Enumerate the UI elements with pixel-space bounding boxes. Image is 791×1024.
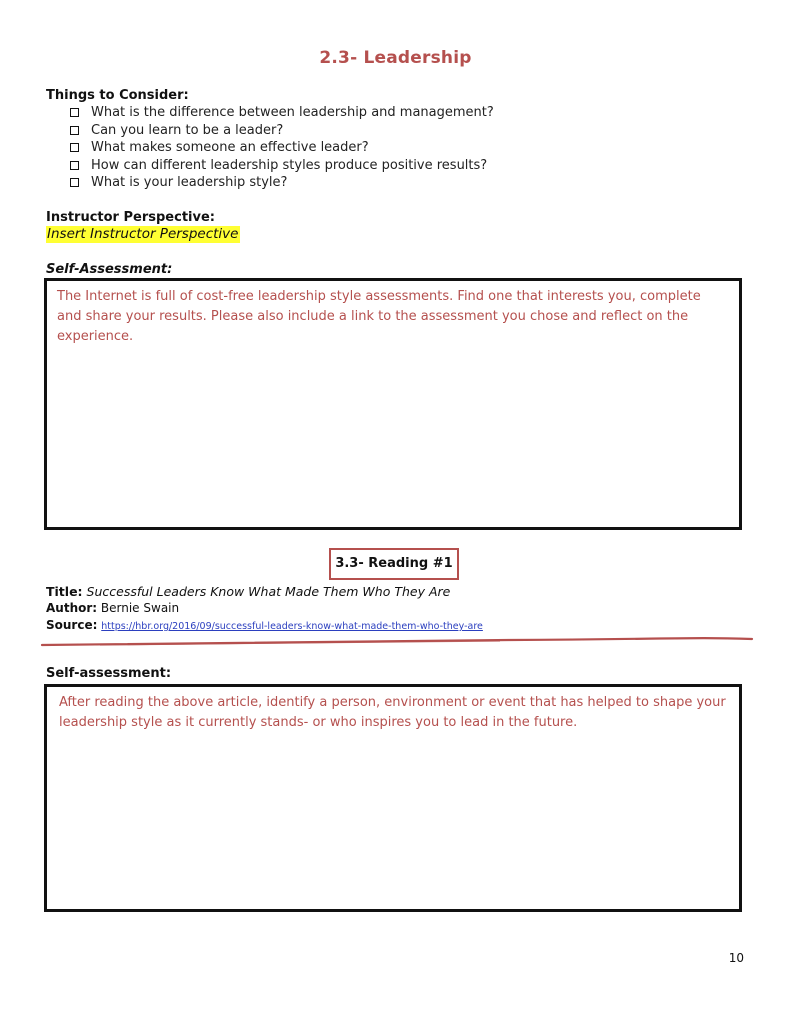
self-assessment-heading: Self-Assessment: — [46, 262, 173, 277]
reading-author-line — [46, 601, 179, 615]
instructor-perspective-heading: Instructor Perspective: — [46, 210, 215, 225]
reading-title-line — [46, 584, 450, 599]
consideration-item — [70, 174, 494, 192]
checkbox-icon[interactable] — [70, 108, 79, 117]
section-title: 2.3- Leadership — [319, 48, 472, 68]
checkbox-icon[interactable] — [70, 178, 79, 187]
consideration-text: What makes someone an effective leader? — [91, 140, 369, 156]
things-to-consider-heading: Things to Consider: — [46, 88, 189, 103]
author-label: Author: — [46, 601, 98, 615]
self-assessment-response-box[interactable] — [44, 278, 742, 530]
title-label: Title: — [46, 584, 83, 599]
divider-line — [40, 632, 756, 652]
reading-label: 3.3- Reading #1 — [329, 548, 459, 580]
reading-author: Bernie Swain — [100, 601, 180, 615]
considerations-list — [70, 104, 494, 192]
checkbox-icon[interactable] — [70, 126, 79, 135]
consideration-text: What is your leadership style? — [91, 175, 288, 191]
consideration-text: Can you learn to be a leader? — [91, 122, 284, 138]
self-assessment-2-response-box[interactable] — [44, 684, 742, 912]
self-assessment-prompt: The Internet is full of cost-free leadership style assessments. Find one that interests you, complete and share your results. Please also include a link to the assessment you chose and reflect on the experience. — [57, 289, 701, 344]
consideration-item — [70, 122, 494, 140]
page-number: 10 — [728, 951, 744, 965]
consideration-item — [70, 157, 494, 175]
checkbox-icon[interactable] — [70, 143, 79, 152]
source-link[interactable]: https://hbr.org/2016/09/successful-leaders-know-what-made-them-who-they-are — [101, 621, 483, 632]
checkbox-icon[interactable] — [70, 161, 79, 170]
self-assessment-2-heading: Self-assessment: — [46, 666, 172, 681]
reading-source-line — [46, 618, 483, 632]
reading-title: Successful Leaders Know What Made Them Who They Are — [86, 584, 451, 599]
consideration-item — [70, 139, 494, 157]
source-label: Source: — [46, 618, 98, 632]
consideration-item — [70, 104, 494, 122]
instructor-perspective-placeholder[interactable]: Insert Instructor Perspective — [47, 226, 239, 242]
consideration-text: How can different leadership styles produce positive results? — [91, 157, 488, 173]
self-assessment-2-prompt: After reading the above article, identify a person, environment or event that has helped to shape your leadership style as it currently stands- or who inspires you to lead in the future. — [59, 695, 726, 730]
consideration-text: What is the difference between leadership and management? — [91, 105, 494, 121]
